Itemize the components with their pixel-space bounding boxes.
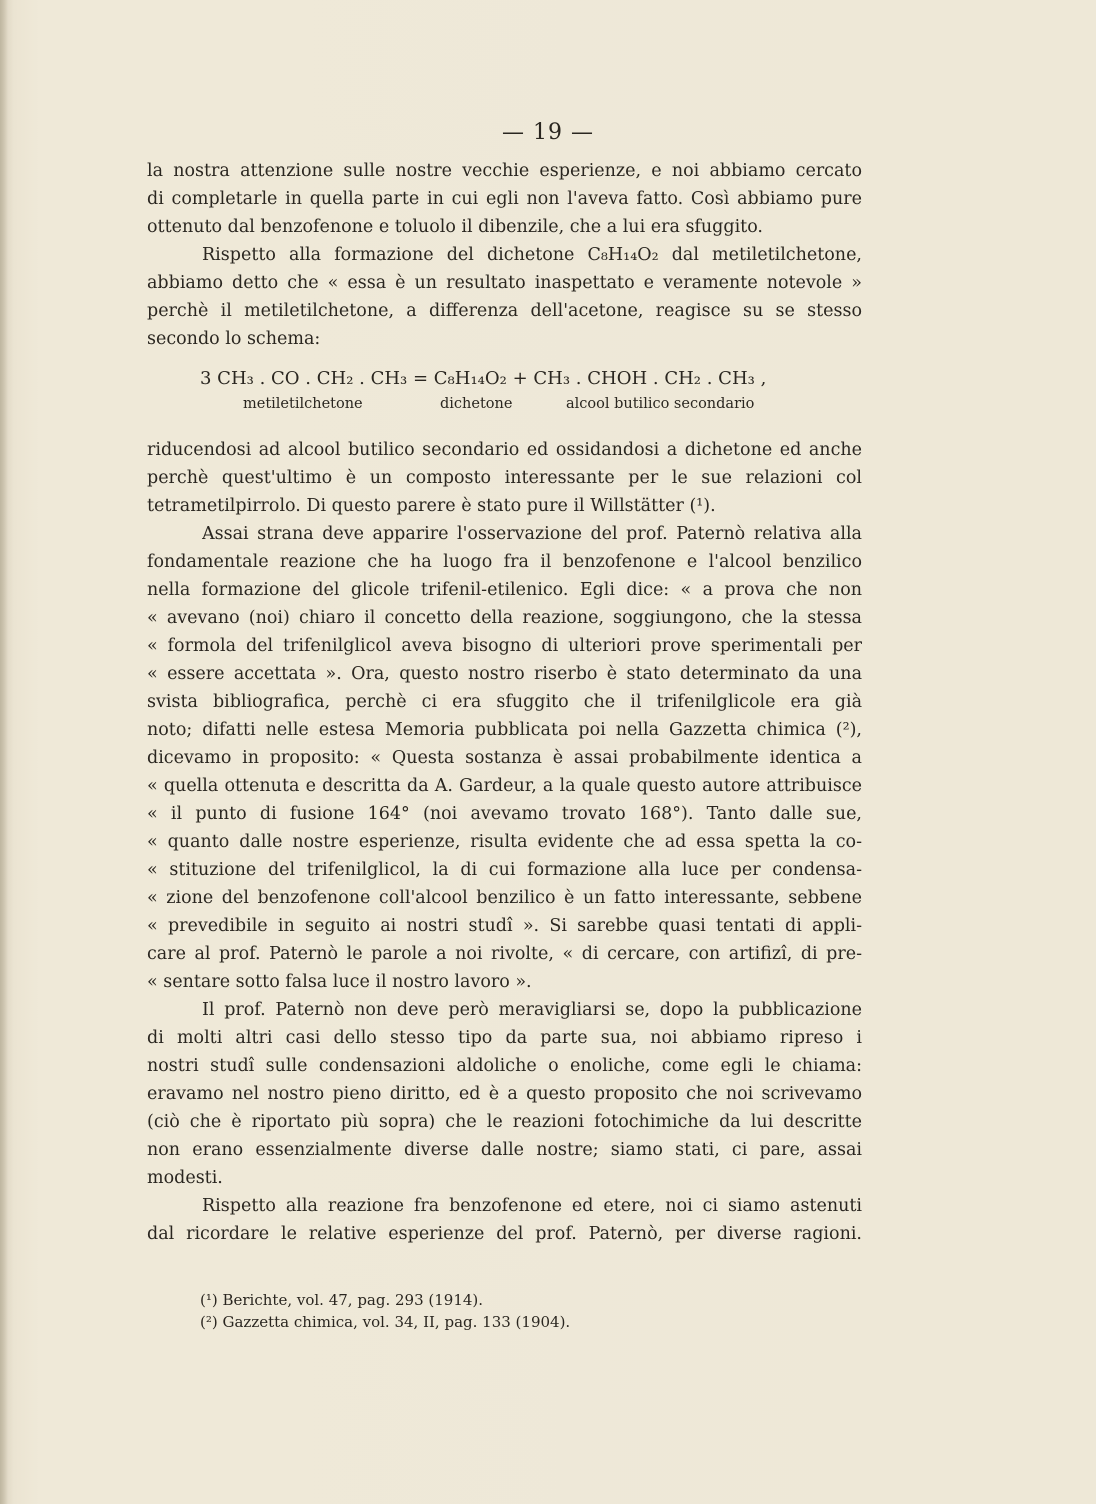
text-line: di molti altri casi dello stesso tipo da parte sua, noi abbiamo ripreso i bbox=[147, 1028, 862, 1048]
text-line: perchè quest'ultimo è un composto interessante per le sue relazioni col bbox=[147, 468, 862, 488]
text-line: « zione del benzofenone coll'alcool benzilico è un fatto interessante, sebbene bbox=[147, 888, 862, 908]
text-line: « formola del trifenilglicol aveva bisogno di ulteriori prove sperimentali per bbox=[147, 636, 862, 656]
text-line: ottenuto dal benzofenone e toluolo il dibenzile, che a lui era sfuggito. bbox=[147, 217, 763, 237]
text-line: abbiamo detto che « essa è un resultato inaspettato e veramente notevole » bbox=[147, 273, 862, 293]
equation-label-product-1: dichetone bbox=[440, 396, 513, 412]
page-edge-shadow bbox=[0, 0, 8, 1504]
text-line: Il prof. Paternò non deve però meravigliarsi se, dopo la pubblicazione bbox=[202, 1000, 862, 1020]
footnote: (¹) Berichte, vol. 47, pag. 293 (1914). bbox=[200, 1291, 484, 1309]
text-line: dicevamo in proposito: « Questa sostanza è assai probabilmente identica a bbox=[147, 748, 862, 768]
equation-label-product-2: alcool butilico secondario bbox=[566, 396, 755, 412]
text-line: « quanto dalle nostre esperienze, risulta evidente che ad essa spetta la co- bbox=[147, 832, 862, 852]
text-line: « prevedibile in seguito ai nostri studî ». Si sarebbe quasi tentati di appli- bbox=[147, 916, 862, 936]
text-line: (ciò che è riportato più sopra) che le reazioni fotochimiche da lui descritte bbox=[147, 1112, 862, 1132]
text-line: fondamentale reazione che ha luogo fra il benzofenone e l'alcool benzilico bbox=[147, 552, 862, 572]
text-line: nostri studî sulle condensazioni aldoliche o enoliche, come egli le chiama: bbox=[147, 1056, 862, 1076]
text-line: modesti. bbox=[147, 1168, 223, 1188]
text-line: nella formazione del glicole trifenil-etilenico. Egli dice: « a prova che non bbox=[147, 580, 862, 600]
text-line: « sentare sotto falsa luce il nostro lavoro ». bbox=[147, 972, 532, 992]
equation-label-reactant: metiletilchetone bbox=[243, 396, 363, 412]
text-line: non erano essenzialmente diverse dalle nostre; siamo stati, ci pare, assai bbox=[147, 1140, 862, 1160]
text-line: di completarle in quella parte in cui egli non l'aveva fatto. Così abbiamo pure bbox=[147, 189, 862, 209]
text-line: « quella ottenuta e descritta da A. Gardeur, a la quale questo autore attribuisce bbox=[147, 776, 862, 796]
text-line: svista bibliografica, perchè ci era sfuggito che il trifenilglicole era già bbox=[147, 692, 862, 712]
text-line: Rispetto alla reazione fra benzofenone ed etere, noi ci siamo astenuti bbox=[202, 1196, 862, 1216]
text-line: eravamo nel nostro pieno diritto, ed è a questo proposito che noi scrivevamo bbox=[147, 1084, 862, 1104]
text-line: perchè il metiletilchetone, a differenza dell'acetone, reagisce su se stesso bbox=[147, 301, 862, 321]
text-line: la nostra attenzione sulle nostre vecchie esperienze, e noi abbiamo cercato bbox=[147, 161, 862, 181]
text-line: « essere accettata ». Ora, questo nostro riserbo è stato determinato da una bbox=[147, 664, 862, 684]
text-line: tetrametilpirrolo. Di questo parere è stato pure il Willstätter (¹). bbox=[147, 496, 716, 516]
footnote: (²) Gazzetta chimica, vol. 34, II, pag. 133 (1904). bbox=[200, 1313, 571, 1331]
text-line: care al prof. Paternò le parole a noi rivolte, « di cercare, con artifizî, di pre- bbox=[147, 944, 862, 964]
text-line: riducendosi ad alcool butilico secondario ed ossidandosi a dichetone ed anche bbox=[147, 440, 862, 460]
text-line: noto; difatti nelle estesa Memoria pubblicata poi nella Gazzetta chimica (²), bbox=[147, 720, 862, 740]
chemical-equation: 3 CH₃ . CO . CH₂ . CH₃ = C₈H₁₄O₂ + CH₃ . CHOH . CH₂ . CH₃ , bbox=[200, 368, 767, 389]
text-line: Rispetto alla formazione del dichetone C₈H₁₄O₂ dal metiletilchetone, bbox=[202, 245, 862, 265]
text-line: « il punto di fusione 164° (noi avevamo trovato 168°). Tanto dalle sue, bbox=[147, 804, 862, 824]
text-line: dal ricordare le relative esperienze del prof. Paternò, per diverse ragioni. bbox=[147, 1224, 862, 1244]
text-line: Assai strana deve apparire l'osservazione del prof. Paternò relativa alla bbox=[202, 524, 862, 544]
text-line: « stituzione del trifenilglicol, la di cui formazione alla luce per condensa- bbox=[147, 860, 862, 880]
text-line: secondo lo schema: bbox=[147, 329, 321, 349]
text-line: « avevano (noi) chiaro il concetto della reazione, soggiungono, che la stessa bbox=[147, 608, 862, 628]
page-number: — 19 — bbox=[502, 120, 594, 145]
